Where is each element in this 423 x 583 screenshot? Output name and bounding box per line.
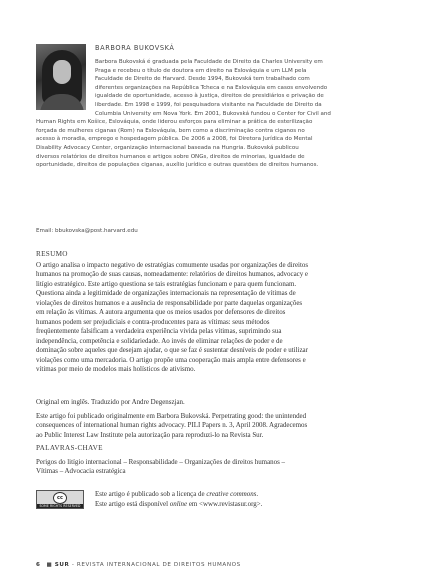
resumo-heading: RESUMO — [36, 250, 68, 258]
license-link-creative-commons[interactable]: creative commons — [206, 490, 257, 498]
bio-line: Praga e recebeu o título de doutora em direito na Eslováquia e um LLM pela — [95, 67, 307, 74]
license-line-2-prefix: Este artigo está disponível — [95, 499, 170, 508]
publication-line: consequences of international human rights advocacy. PILI Papers n. 3, April 2008. Agradecemos — [36, 421, 308, 430]
cc-badge-strip: SOME RIGHTS RESERVED — [37, 504, 83, 509]
license-line-2-url[interactable]: em <www.revistasur.org>. — [187, 499, 263, 508]
abstract-line: litígio estratégico. Este artigo questiona se tais estratégias funcionam e para quem funcionam. — [36, 279, 297, 288]
bio-line: diferentes organizações na República Tcheca e na Eslováquia em casos envolvendo — [95, 84, 328, 91]
bio-line: Columbia University em Nova York. Em 2001, Bukovská fundou o Center for Civil and — [95, 110, 331, 117]
creative-commons-badge[interactable] — [36, 490, 84, 509]
abstract-line: O artigo analisa o impacto negativo de estratégias comumente usadas por organizações de direitos — [36, 261, 309, 269]
bio-line: forçada de mulheres ciganas (Rom) na Eslováquia, bem como a discriminação contra ciganos no — [36, 127, 305, 134]
bio-line: oportunidade, direitos de populações ciganas, auxílio jurídico e outras questões de direitos humanos. — [36, 162, 319, 169]
bio-line: acesso à moradia, emprego e hospedagem pública. De 2006 a 2008, foi Diretora Jurídica do Mental — [36, 136, 313, 143]
license-line-1-suffix: . — [256, 490, 259, 498]
author-name: BARBORA BUKOVSKÁ — [95, 44, 175, 52]
bio-line: diversos relatórios de direitos humanos e artigos sobre ONGs, direitos de minorias, igualdade de — [36, 153, 305, 160]
publication-line: ao Public Interest Law Institute pela autorização para reproduzi-lo na Revista Sur. — [36, 430, 264, 439]
cc-logo-icon: cc — [53, 492, 67, 504]
keywords-line: Perigos do litígio internacional – Responsabilidade – Organizações de direitos humanos – — [36, 458, 285, 466]
bio-line: liberdade. Em 1998 e 1999, foi pesquisadora visitante na Faculdade de Direito da — [95, 101, 322, 108]
footer-separator-icon: ■ — [46, 562, 55, 568]
license-line-1 — [95, 490, 262, 500]
abstract-line: em relação às vítimas. A autora argumenta que os meios usados por defensores de direitos — [36, 308, 286, 317]
license-line-1-prefix: Este artigo é publicado sob a licença de — [95, 490, 207, 498]
author-bio — [36, 58, 382, 170]
bio-line: Barbora Bukovská é graduada pela Faculdade de Direito da Charles University em — [95, 59, 323, 65]
abstract-line: Questiona ainda a legitimidade de organizações internacionais na representação de vítimas de — [36, 289, 296, 298]
translation-note: Original em inglês. Traduzido por Andre Degenszjan. — [36, 398, 185, 406]
publication-note — [36, 412, 382, 440]
abstract-line: violações de direitos humanos e a ausência de responsabilidade por parte daquelas organizações — [36, 298, 303, 307]
page-number: 6 — [36, 562, 41, 568]
bio-line: Disability Advocacy Center, organização internacional baseada na Hungria. Bukovská publicou — [36, 144, 299, 151]
abstract-line: dominação sobre aqueles que desejam ajudar, o que se faz é sustentar desníveis de poder e utilizar — [36, 346, 308, 355]
abstract-line: humanos podem ser prejudiciais e contra-producentes para as vítimas: seus métodos — [36, 317, 270, 326]
abstract-line: vítimas por meio de modelos mais holísticos de ativismo. — [36, 364, 196, 373]
abstract-body — [36, 261, 382, 374]
license-text — [95, 490, 262, 509]
journal-title: - REVISTA INTERNACIONAL DE DIREITOS HUMANOS — [69, 562, 241, 568]
journal-name: SUR — [54, 562, 70, 568]
abstract-line: humanos na promoção de suas causas, nomeadamente: relatórios de direitos humanos, advocacy e — [36, 270, 309, 279]
page-footer — [36, 562, 241, 568]
author-email: Email: bbukovska@post.harvard.edu — [36, 228, 138, 234]
publication-line: Este artigo foi publicado originalmente em Barbora Bukovská. Perpetrating good: the unintended — [36, 412, 307, 420]
keywords-list — [36, 458, 382, 477]
keywords-heading: PALAVRAS-CHAVE — [36, 444, 103, 452]
abstract-line: freqüentemente falsificam a verdadeira experiência vivida pelas vítimas, suprimindo sua — [36, 327, 282, 336]
license-line-2-online: online — [169, 499, 188, 508]
license-line-2 — [95, 500, 262, 510]
bio-line: igualdade de oportunidade, acesso à justiça, direitos de presidiários e privação de — [95, 93, 324, 100]
abstract-line: independência, competência e solidariedade. Ao invés de eliminar relações de poder e de — [36, 336, 283, 345]
bio-line: Faculdade de Direito de Harvard. Desde 1994, Bukovská tem trabalhado com — [95, 76, 310, 83]
abstract-line: violações como uma mercadoria. O artigo propõe uma cooperação mais ampla entre defensores e — [36, 355, 306, 364]
bio-line: Human Rights em Košice, Eslováquia, onde liderou esforços para eliminar a prática de esterilização — [36, 119, 313, 126]
keywords-line: Vítimas – Advocacia estratégica — [36, 467, 126, 476]
